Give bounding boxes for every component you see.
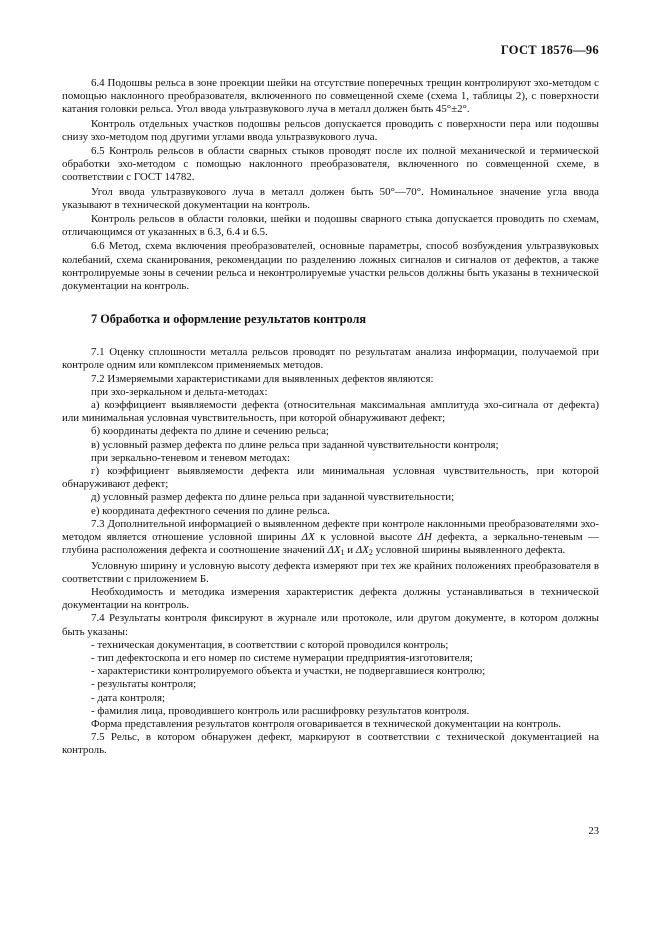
list-item-d: д) условный размер дефекта по длине рельса при заданной чувствительности; [91, 491, 455, 504]
record-item-date: - дата контроля; [91, 691, 166, 704]
p7-3-text-3: дефекта, а зеркально-теневым — глубина расположения дефекта и соотношение значений [62, 531, 600, 557]
list-item-v: в) условный размер дефекта по длине рельса при заданной чувствительности контроля; [91, 438, 499, 451]
record-item-documentation: - техническая документация, в соответствии с которой проводился контроль; [91, 638, 449, 651]
paragraph-7-4: 7.4 Результаты контроля фиксируют в журнале или протоколе, или другом документе, в котором должны быть указаны: [62, 612, 599, 638]
subscript-1: 1 [340, 548, 345, 558]
paragraph-7-3-measurement: Условную ширину и условную высоту дефекта измеряют при тех же крайних положениях преобразователя в соответствии с приложением Б. [62, 559, 599, 585]
list-item-a: а) коэффициент выявляемости дефекта (относительная максимальная амплитуда эхо-сигнала от дефекта) или минимальная условная чувствительность, при которой обнаруживают дефект; [62, 399, 599, 425]
paragraph-7-1: 7.1 Оценку сплошности металла рельсов проводят по результатам анализа информации, получаемой при контроле одним или комплексом применяемых методов. [62, 346, 599, 372]
paragraph-7-5: 7.5 Рельс, в котором обнаружен дефект, маркируют в соответствии с технической документацией на контроль. [62, 731, 599, 757]
symbol-delta-h: ΔH [417, 531, 432, 544]
paragraph-7-2: 7.2 Измеряемыми характеристиками для выявленных дефектов являются: [91, 372, 434, 385]
p7-3-text-2: к условной высоте [314, 531, 418, 544]
list-item-e: е) координата дефектного сечения по длине рельса. [91, 504, 330, 517]
paragraph-7-3-method: Необходимость и методика измерения характеристик дефекта должны устанавливаться в технической документации на контроль. [62, 585, 599, 612]
paragraph-7-2-echo-methods: при эхо-зеркальном и дельта-методах: [91, 385, 268, 398]
symbol-delta-x2: ΔX [355, 544, 369, 557]
symbol-delta-x1: ΔX [327, 544, 341, 557]
record-item-object: - характеристики контролируемого объекта и участки, не подвергавшиеся контролю; [91, 665, 486, 678]
list-item-g: г) коэффициент выявляемости дефекта или минимальная условная чувствительность, при которой обнаруживают дефект; [62, 465, 599, 491]
record-item-results: - результаты контроля; [91, 678, 197, 691]
paragraph-6-5: 6.5 Контроль рельсов в области сварных стыков проводят после их полной механической и термической обработки эхо-методом с помощью наклонного преобразователя, включенного по совмещенной схеме, в соответствии с ГОСТ 14782. [62, 145, 599, 184]
document-body [62, 77, 599, 758]
section-7-heading: 7 Обработка и оформление результатов контроля [91, 312, 367, 327]
p7-3-text-4: и [344, 544, 356, 557]
p7-3-text-5: условной ширины выявленного дефекта. [372, 544, 566, 557]
page-number: 23 [588, 826, 599, 837]
paragraph-6-5-schemes: Контроль рельсов в области головки, шейки и подошвы сварного стыка допускается проводить по схемам, отличающимся от указанных в 6.3, 6.4 и 6.5. [62, 213, 599, 239]
list-item-b: б) координаты дефекта по длине и сечению рельса; [91, 425, 329, 438]
paragraph-7-3 [62, 518, 599, 560]
p7-3-text-1: 7.3 Дополнительной информацией о выявленном дефекте при контроле наклонными преобразователями эхо-методом является отношение условной ширины [62, 517, 599, 544]
subscript-2: 2 [368, 548, 373, 558]
record-item-inspector: - фамилия лица, проводившего контроль или расшифровку результатов контроля. [91, 704, 470, 717]
paragraph-6-4-continued: Контроль отдельных участков подошвы рельсов допускается проводить с поверхности пера или подошвы снизу эхо-методом под другими углами ввода ультразвукового луча. [62, 117, 599, 143]
record-item-flaw-detector: - тип дефектоскопа и его номер по системе нумерации предприятия-изготовителя; [91, 651, 473, 664]
paragraph-6-4: 6.4 Подошвы рельса в зоне проекции шейки на отсутствие поперечных трещин контролируют эхо-методом с помощью наклонного преобразователя, включенного по совмещенной схеме (схема 1, таблицы 2), с поверхности катания головки рельса. Угол ввода ультразвукового луча в металл должен быть 45°±2°. [62, 77, 599, 116]
paragraph-7-2-shadow-methods: при зеркально-теневом и теневом методах: [91, 451, 290, 464]
document-header: ГОСТ 18576—96 [500, 43, 599, 57]
symbol-delta-x: ΔX [301, 531, 315, 544]
paragraph-6-6: 6.6 Метод, схема включения преобразователей, основные параметры, способ возбуждения ультразвуковых колебаний, схема сканирования, рекомендации по разделению ложных сигналов и сигналов от дефектов, а также контролируемые зоны в сечении рельса и неконтролируемые участки рельсов должны быть указаны в технической документации на контроль. [62, 240, 599, 293]
paragraph-6-5-angle: Угол ввода ультразвукового луча в металл должен быть 50°—70°. Номинальное значение угла ввода указывают в технической документации на контроль. [62, 185, 599, 211]
paragraph-7-4-form: Форма представления результатов контроля оговаривается в технической документации на контроль. [91, 717, 562, 730]
